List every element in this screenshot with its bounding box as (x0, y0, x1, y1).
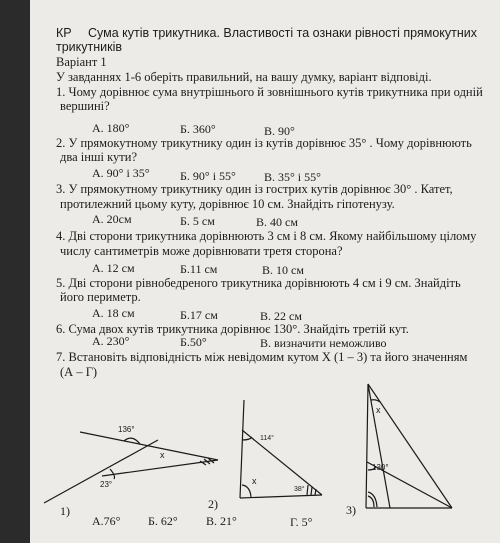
answer-c: В. 21° (206, 514, 237, 528)
q6-option-b: Б.50° (180, 335, 207, 349)
q4-line-2: числу сантиметрів може дорівнювати третя сторона? (60, 244, 343, 258)
q3-option-b: Б. 5 см (180, 214, 215, 228)
answer-b: Б. 62° (148, 514, 178, 528)
title-line-1: Сума кутів трикутника. Властивості та ознаки рівності прямокутних (88, 26, 478, 40)
fig1-angle-bottom: 23° (100, 480, 113, 489)
q1-line-2: вершині? (60, 99, 110, 113)
q3-option-a: А. 20см (92, 212, 132, 226)
q5-line-2: його периметр. (60, 290, 141, 304)
fig3-hypotenuse (368, 384, 452, 508)
q4-option-c: В. 10 см (262, 263, 304, 277)
q1-option-b: Б. 360° (180, 122, 216, 136)
fig1-line-bottom (102, 460, 218, 476)
fig3-bisector (368, 384, 390, 508)
fig2-angle-right: 38° (294, 486, 305, 493)
fig2-number: 2) (208, 497, 218, 511)
q1-option-c: В. 90° (264, 124, 295, 138)
q3-line-2: протилежний цьому куту, дорівнює 10 см. Знайдіть гіпотенузу. (60, 197, 395, 211)
instructions: У завданнях 1-6 оберіть правильний, на вашу думку, варіант відповіді. (56, 70, 432, 84)
q6-option-c: В. визначити неможливо (260, 336, 387, 350)
q2-option-a: А. 90° і 35° (92, 166, 150, 180)
fig2-unknown: x (252, 476, 257, 486)
fig2-angle-top: 114° (260, 435, 274, 442)
q1-line-1: 1. Чому дорівнює сума внутрішнього й зовнішнього кутів трикутника при одній (56, 85, 483, 99)
q2-option-c: В. 35° і 55° (264, 170, 321, 184)
fig1-line-top (80, 432, 218, 460)
q2-line-1: 2. У прямокутному трикутнику один із кутів дорівнює 35° . Чому дорівнюють (56, 136, 472, 150)
fig2-left-side (240, 400, 244, 498)
q5-line-1: 5. Дві сторони рівнобедреного трикутника дорівнюють 4 см і 9 см. Знайдіть (56, 276, 461, 290)
q3-option-c: В. 40 см (256, 215, 298, 229)
fig2-base (240, 495, 322, 498)
q7-line-1: 7. Встановіть відповідність між невідомим кутом X (1 – 3) та його значенням (56, 350, 468, 364)
fig3-arc-bottom-2 (368, 496, 374, 507)
q6-option-a: А. 230° (92, 334, 130, 348)
fig3-angle-mid: 130° (372, 463, 389, 472)
variant-label: Варіант 1 (56, 55, 107, 69)
q4-line-1: 4. Дві сторони трикутника дорівнюють 3 см і 8 см. Якому найбільшому цілому (56, 229, 477, 243)
q3-line-1: 3. У прямокутному трикутнику один із гострих кутів дорівнює 30° . Катет, (56, 182, 453, 196)
figures-drawing (30, 0, 500, 543)
fig1-number: 1) (60, 504, 70, 518)
figure-3 (366, 384, 452, 508)
fig2-arc-bottom (242, 485, 251, 497)
q2-option-b: Б. 90° і 55° (180, 169, 236, 183)
worksheet (30, 0, 500, 543)
fig1-unknown: x (160, 450, 165, 460)
q1-option-a: А. 180° (92, 121, 130, 135)
figure-1 (44, 432, 218, 503)
q5-option-c: В. 22 см (260, 309, 302, 323)
q6-line-1: 6. Сума двох кутів трикутника дорівнює 130°. Знайдіть третій кут. (56, 322, 409, 336)
fig1-line-long (44, 440, 158, 503)
q5-option-b: Б.17 см (180, 308, 218, 322)
kr-label: КР (56, 26, 72, 40)
q2-line-2: два інші кути? (60, 150, 138, 164)
fig3-unknown: x (376, 405, 381, 415)
fig3-number: 3) (346, 503, 356, 517)
q4-option-b: Б.11 см (180, 262, 218, 276)
q5-option-a: А. 18 см (92, 306, 135, 320)
answer-a: А.76° (92, 514, 121, 528)
q4-option-a: А. 12 см (92, 261, 135, 275)
q7-line-2: (А – Г) (60, 365, 98, 379)
fig3-left-side (366, 384, 368, 508)
title-line-2: трикутників (56, 40, 123, 54)
answer-d: Г. 5° (290, 515, 313, 529)
fig1-angle-top: 136° (118, 425, 135, 434)
